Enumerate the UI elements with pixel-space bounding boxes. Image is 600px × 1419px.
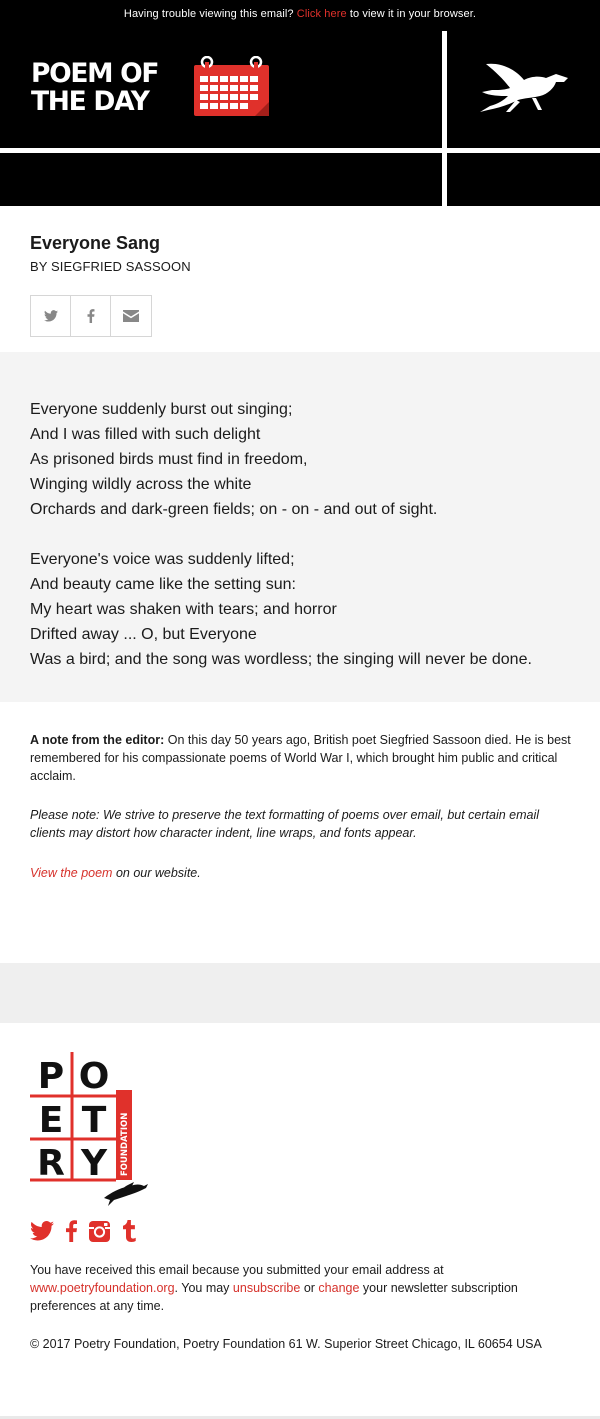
poem-line: And I was filled with such delight [30, 426, 261, 443]
trouble-suffix: to view it in your browser. [349, 8, 477, 20]
unsubscribe-link[interactable]: unsubscribe [232, 1281, 301, 1295]
share-twitter-button[interactable] [31, 296, 71, 336]
pegasus-icon[interactable] [476, 60, 572, 116]
formatting-note: Please note: We strive to preserve the text formatting of poems over email, but certain email clients may distort how character indent, line wraps, and fonts appear. [30, 808, 540, 840]
facebook-icon [87, 309, 95, 323]
view-poem-line [30, 864, 201, 882]
logo-foundation-text: FOUNDATION [120, 1112, 130, 1176]
stanza [30, 547, 532, 672]
poem-line: Everyone's voice was suddenly lifted; [30, 551, 295, 568]
facebook-icon[interactable] [66, 1220, 77, 1242]
social-links [30, 1219, 136, 1243]
or-text: or [303, 1281, 315, 1295]
brand-line-1: POEM OF [31, 58, 159, 89]
subscription-notice [30, 1261, 575, 1315]
poem-line: As prisoned birds must find in freedom, [30, 451, 308, 468]
logo-letter-e: E [38, 1100, 64, 1141]
view-poem-link[interactable]: View the poem [30, 866, 113, 880]
editor-note [30, 731, 575, 785]
poem-line: And beauty came like the setting sun: [30, 576, 296, 593]
poem-lines [30, 397, 532, 672]
poetry-foundation-site-link[interactable]: www.poetryfoundation.org [30, 1281, 175, 1295]
stanza [30, 397, 532, 522]
instagram-icon[interactable] [89, 1221, 110, 1242]
received-prefix: You have received this email because you submitted your email address at [30, 1263, 444, 1277]
poetry-foundation-logo[interactable] [30, 1052, 150, 1208]
poem-line: Winging wildly across the white [30, 476, 252, 493]
browser-view-notice [0, 8, 600, 20]
header-vertical-rule [442, 31, 447, 206]
view-poem-suffix: on our website. [115, 866, 201, 880]
header-horizontal-rule [0, 148, 600, 153]
change-preferences-link[interactable]: change [318, 1281, 360, 1295]
poem-line: My heart was shaken with tears; and horror [30, 601, 337, 618]
logo-letter-y: Y [80, 1143, 108, 1184]
share-email-button[interactable] [111, 296, 151, 336]
copyright: © 2017 Poetry Foundation, Poetry Foundation 61 W. Superior Street Chicago, IL 60654 USA [30, 1337, 542, 1351]
calendar-icon [193, 56, 270, 117]
poem-author: BY SIEGFRIED SASSOON [30, 259, 191, 274]
logo-letter-o: O [78, 1056, 110, 1097]
poem-title-block [0, 206, 600, 352]
poem-line: Drifted away ... O, but Everyone [30, 626, 257, 643]
may-text: . You may [174, 1281, 230, 1295]
poem-line: Orchards and dark-green fields; on - on - and out of sight. [30, 501, 438, 518]
editor-note-text: On this day 50 years ago, British poet Siegfried Sassoon died. He is best remembered for his compassionate poems of World War I, which brought him public and critical acclaim. [30, 733, 571, 783]
share-bar [30, 295, 152, 337]
poem-of-the-day-logo[interactable] [31, 60, 158, 116]
poem-line: Was a bird; and the song was wordless; the singing will never be done. [30, 651, 532, 668]
poem-body [0, 352, 600, 702]
email-header [0, 0, 600, 206]
received-suffix: your newsletter subscription preferences at any time. [30, 1281, 518, 1313]
trouble-prefix: Having trouble viewing this email? [123, 8, 294, 20]
poem-line: Everyone suddenly burst out singing; [30, 401, 293, 418]
view-in-browser-link[interactable]: Click here [296, 8, 347, 20]
logo-letter-t: T [81, 1100, 107, 1141]
section-divider-band [0, 963, 600, 1023]
twitter-icon [44, 310, 58, 322]
poem-title[interactable]: Everyone Sang [30, 233, 161, 253]
share-facebook-button[interactable] [71, 296, 111, 336]
tumblr-icon[interactable] [122, 1220, 136, 1242]
logo-letter-p: P [37, 1056, 65, 1097]
editor-note-label: A note from the editor: [30, 733, 165, 747]
logo-letter-r: R [37, 1143, 65, 1184]
email-icon [123, 310, 139, 322]
twitter-icon[interactable] [30, 1221, 54, 1241]
brand-line-2: THE DAY [31, 86, 149, 117]
